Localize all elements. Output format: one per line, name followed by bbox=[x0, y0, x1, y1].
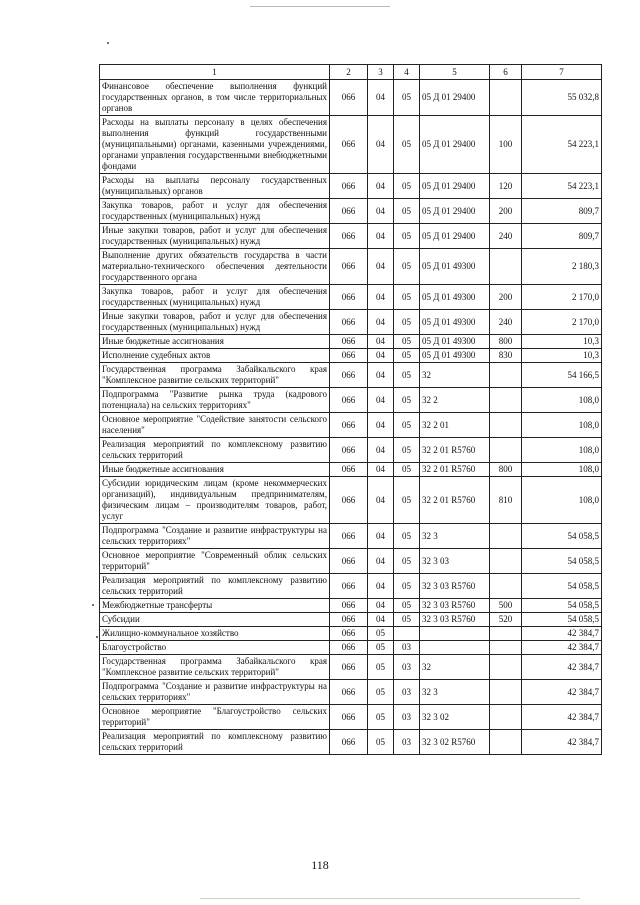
amount-cell: 54 058,5 bbox=[522, 574, 602, 599]
scan-artifact-dot bbox=[107, 42, 109, 44]
target-item-cell: 05 Д 01 49300 bbox=[420, 335, 490, 349]
subsection-cell: 05 bbox=[394, 174, 420, 199]
row-name-cell: Основное мероприятие "Содействие занятости сельского населения" bbox=[100, 413, 330, 438]
amount-cell: 2 170,0 bbox=[522, 310, 602, 335]
admin-code-cell: 066 bbox=[330, 641, 368, 655]
table-row bbox=[100, 249, 602, 285]
amount-cell: 10,3 bbox=[522, 349, 602, 363]
amount-cell: 54 166,5 bbox=[522, 363, 602, 388]
expense-type-cell: 240 bbox=[490, 224, 522, 249]
amount-cell: 108,0 bbox=[522, 463, 602, 477]
amount-cell: 42 384,7 bbox=[522, 655, 602, 680]
section-cell: 05 bbox=[368, 627, 394, 641]
subsection-cell: 05 bbox=[394, 199, 420, 224]
table-row bbox=[100, 705, 602, 730]
expense-type-cell: 240 bbox=[490, 310, 522, 335]
amount-cell: 809,7 bbox=[522, 199, 602, 224]
table-row bbox=[100, 655, 602, 680]
table-row bbox=[100, 613, 602, 627]
section-cell: 04 bbox=[368, 477, 394, 524]
admin-code-cell: 066 bbox=[330, 335, 368, 349]
column-header: 6 bbox=[490, 65, 522, 80]
column-header: 5 bbox=[420, 65, 490, 80]
row-name-cell: Исполнение судебных актов bbox=[100, 349, 330, 363]
target-item-cell bbox=[420, 641, 490, 655]
table-row bbox=[100, 730, 602, 755]
amount-cell: 108,0 bbox=[522, 413, 602, 438]
table-row bbox=[100, 463, 602, 477]
expense-type-cell: 810 bbox=[490, 477, 522, 524]
row-name-cell: Благоустройство bbox=[100, 641, 330, 655]
subsection-cell: 05 bbox=[394, 549, 420, 574]
section-cell: 04 bbox=[368, 463, 394, 477]
row-name-cell: Субсидии bbox=[100, 613, 330, 627]
row-name-cell: Жилищно-коммунальное хозяйство bbox=[100, 627, 330, 641]
expense-type-cell bbox=[490, 388, 522, 413]
expense-type-cell bbox=[490, 80, 522, 116]
scan-artifact-dot bbox=[96, 636, 98, 638]
table-row bbox=[100, 174, 602, 199]
subsection-cell: 05 bbox=[394, 413, 420, 438]
subsection-cell: 05 bbox=[394, 349, 420, 363]
section-cell: 04 bbox=[368, 613, 394, 627]
admin-code-cell: 066 bbox=[330, 705, 368, 730]
target-item-cell: 05 Д 01 29400 bbox=[420, 174, 490, 199]
row-name-cell: Реализация мероприятий по комплексному развитию сельских территорий bbox=[100, 730, 330, 755]
section-cell: 04 bbox=[368, 599, 394, 613]
row-name-cell: Расходы на выплаты персоналу в целях обеспечения выполнения функций государственными (муниципальными) органами, казенными учреждениями, органами управления государственными внебюджетными фондами bbox=[100, 116, 330, 174]
expense-type-cell bbox=[490, 438, 522, 463]
subsection-cell: 05 bbox=[394, 599, 420, 613]
admin-code-cell: 066 bbox=[330, 349, 368, 363]
subsection-cell: 05 bbox=[394, 80, 420, 116]
table-row bbox=[100, 549, 602, 574]
admin-code-cell: 066 bbox=[330, 549, 368, 574]
expense-type-cell bbox=[490, 574, 522, 599]
scan-artifact-top bbox=[250, 6, 390, 7]
subsection-cell bbox=[394, 627, 420, 641]
row-name-cell: Основное мероприятие "Современный облик сельских территорий" bbox=[100, 549, 330, 574]
section-cell: 05 bbox=[368, 705, 394, 730]
expense-type-cell bbox=[490, 524, 522, 549]
expense-type-cell bbox=[490, 655, 522, 680]
row-name-cell: Субсидии юридическим лицам (кроме некоммерческих организаций), индивидуальным предпринимателям, физическим лицам – производителям товаров, работ, услуг bbox=[100, 477, 330, 524]
expense-type-cell: 800 bbox=[490, 463, 522, 477]
expense-type-cell: 200 bbox=[490, 199, 522, 224]
expense-type-cell bbox=[490, 641, 522, 655]
target-item-cell: 32 2 01 R5760 bbox=[420, 477, 490, 524]
table-row bbox=[100, 641, 602, 655]
admin-code-cell: 066 bbox=[330, 463, 368, 477]
target-item-cell: 05 Д 01 49300 bbox=[420, 249, 490, 285]
admin-code-cell: 066 bbox=[330, 80, 368, 116]
target-item-cell: 05 Д 01 49300 bbox=[420, 349, 490, 363]
admin-code-cell: 066 bbox=[330, 730, 368, 755]
subsection-cell: 05 bbox=[394, 388, 420, 413]
section-cell: 04 bbox=[368, 335, 394, 349]
subsection-cell: 03 bbox=[394, 655, 420, 680]
expense-type-cell: 830 bbox=[490, 349, 522, 363]
amount-cell: 108,0 bbox=[522, 388, 602, 413]
row-name-cell: Иные закупки товаров, работ и услуг для обеспечения государственных (муниципальных) нужд bbox=[100, 224, 330, 249]
row-name-cell: Закупка товаров, работ и услуг для обеспечения государственных (муниципальных) нужд bbox=[100, 199, 330, 224]
table-row bbox=[100, 477, 602, 524]
target-item-cell: 05 Д 01 29400 bbox=[420, 116, 490, 174]
section-cell: 04 bbox=[368, 116, 394, 174]
amount-cell: 42 384,7 bbox=[522, 641, 602, 655]
section-cell: 04 bbox=[368, 438, 394, 463]
admin-code-cell: 066 bbox=[330, 477, 368, 524]
table-row bbox=[100, 335, 602, 349]
target-item-cell: 05 Д 01 29400 bbox=[420, 224, 490, 249]
target-item-cell: 32 2 01 bbox=[420, 413, 490, 438]
subsection-cell: 05 bbox=[394, 335, 420, 349]
section-cell: 04 bbox=[368, 363, 394, 388]
subsection-cell: 05 bbox=[394, 116, 420, 174]
subsection-cell: 03 bbox=[394, 705, 420, 730]
section-cell: 05 bbox=[368, 641, 394, 655]
section-cell: 04 bbox=[368, 249, 394, 285]
subsection-cell: 05 bbox=[394, 363, 420, 388]
admin-code-cell: 066 bbox=[330, 613, 368, 627]
table-row bbox=[100, 80, 602, 116]
amount-cell: 42 384,7 bbox=[522, 705, 602, 730]
table-row bbox=[100, 388, 602, 413]
table-row bbox=[100, 310, 602, 335]
admin-code-cell: 066 bbox=[330, 285, 368, 310]
row-name-cell: Реализация мероприятий по комплексному развитию сельских территорий bbox=[100, 438, 330, 463]
row-name-cell: Подпрограмма "Создание и развитие инфраструктуры на сельских территориях" bbox=[100, 680, 330, 705]
target-item-cell: 32 3 bbox=[420, 524, 490, 549]
expense-type-cell bbox=[490, 249, 522, 285]
amount-cell: 2 180,3 bbox=[522, 249, 602, 285]
target-item-cell: 32 2 01 R5760 bbox=[420, 438, 490, 463]
admin-code-cell: 066 bbox=[330, 413, 368, 438]
row-name-cell: Расходы на выплаты персоналу государственных (муниципальных) органов bbox=[100, 174, 330, 199]
amount-cell: 54 058,5 bbox=[522, 599, 602, 613]
section-cell: 04 bbox=[368, 224, 394, 249]
section-cell: 05 bbox=[368, 680, 394, 705]
subsection-cell: 05 bbox=[394, 224, 420, 249]
column-header: 4 bbox=[394, 65, 420, 80]
target-item-cell: 32 2 01 R5760 bbox=[420, 463, 490, 477]
table-row bbox=[100, 349, 602, 363]
amount-cell: 42 384,7 bbox=[522, 627, 602, 641]
subsection-cell: 05 bbox=[394, 524, 420, 549]
table-row bbox=[100, 680, 602, 705]
expense-type-cell: 100 bbox=[490, 116, 522, 174]
table-row bbox=[100, 285, 602, 310]
admin-code-cell: 066 bbox=[330, 174, 368, 199]
table-row bbox=[100, 599, 602, 613]
subsection-cell: 03 bbox=[394, 641, 420, 655]
table-row bbox=[100, 413, 602, 438]
admin-code-cell: 066 bbox=[330, 310, 368, 335]
admin-code-cell: 066 bbox=[330, 574, 368, 599]
amount-cell: 54 223,1 bbox=[522, 116, 602, 174]
admin-code-cell: 066 bbox=[330, 116, 368, 174]
table-body bbox=[100, 80, 602, 755]
section-cell: 04 bbox=[368, 310, 394, 335]
section-cell: 04 bbox=[368, 413, 394, 438]
table-row bbox=[100, 116, 602, 174]
amount-cell: 10,3 bbox=[522, 335, 602, 349]
table-row bbox=[100, 574, 602, 599]
amount-cell: 54 223,1 bbox=[522, 174, 602, 199]
admin-code-cell: 066 bbox=[330, 249, 368, 285]
subsection-cell: 05 bbox=[394, 310, 420, 335]
table-header-row bbox=[100, 65, 602, 80]
amount-cell: 108,0 bbox=[522, 438, 602, 463]
subsection-cell: 05 bbox=[394, 574, 420, 599]
section-cell: 04 bbox=[368, 174, 394, 199]
row-name-cell: Основное мероприятие "Благоустройство сельских территорий" bbox=[100, 705, 330, 730]
section-cell: 04 bbox=[368, 549, 394, 574]
admin-code-cell: 066 bbox=[330, 524, 368, 549]
section-cell: 04 bbox=[368, 285, 394, 310]
budget-table bbox=[99, 64, 602, 755]
target-item-cell: 32 3 02 bbox=[420, 705, 490, 730]
target-item-cell: 05 Д 01 29400 bbox=[420, 80, 490, 116]
target-item-cell: 32 bbox=[420, 363, 490, 388]
amount-cell: 54 058,5 bbox=[522, 549, 602, 574]
row-name-cell: Государственная программа Забайкальского края "Комплексное развитие сельских территорий" bbox=[100, 363, 330, 388]
target-item-cell: 05 Д 01 29400 bbox=[420, 199, 490, 224]
subsection-cell: 05 bbox=[394, 285, 420, 310]
admin-code-cell: 066 bbox=[330, 680, 368, 705]
amount-cell: 809,7 bbox=[522, 224, 602, 249]
admin-code-cell: 066 bbox=[330, 627, 368, 641]
admin-code-cell: 066 bbox=[330, 655, 368, 680]
admin-code-cell: 066 bbox=[330, 199, 368, 224]
expense-type-cell: 520 bbox=[490, 613, 522, 627]
expense-type-cell bbox=[490, 680, 522, 705]
amount-cell: 54 058,5 bbox=[522, 524, 602, 549]
section-cell: 04 bbox=[368, 574, 394, 599]
scan-artifact-bottom bbox=[200, 898, 580, 899]
row-name-cell: Межбюджетные трансферты bbox=[100, 599, 330, 613]
row-name-cell: Государственная программа Забайкальского края "Комплексное развитие сельских территорий" bbox=[100, 655, 330, 680]
admin-code-cell: 066 bbox=[330, 388, 368, 413]
table-row bbox=[100, 627, 602, 641]
expense-type-cell bbox=[490, 549, 522, 574]
target-item-cell: 32 3 03 R5760 bbox=[420, 613, 490, 627]
column-header: 7 bbox=[522, 65, 602, 80]
target-item-cell: 05 Д 01 49300 bbox=[420, 285, 490, 310]
row-name-cell: Подпрограмма "Создание и развитие инфраструктуры на сельских территориях" bbox=[100, 524, 330, 549]
amount-cell: 42 384,7 bbox=[522, 730, 602, 755]
row-name-cell: Закупка товаров, работ и услуг для обеспечения государственных (муниципальных) нужд bbox=[100, 285, 330, 310]
target-item-cell: 32 3 03 bbox=[420, 549, 490, 574]
row-name-cell: Подпрограмма "Развитие рынка труда (кадрового потенциала) на сельских территориях" bbox=[100, 388, 330, 413]
section-cell: 04 bbox=[368, 388, 394, 413]
subsection-cell: 05 bbox=[394, 438, 420, 463]
amount-cell: 55 032,8 bbox=[522, 80, 602, 116]
expense-type-cell: 120 bbox=[490, 174, 522, 199]
table-row bbox=[100, 199, 602, 224]
expense-type-cell bbox=[490, 413, 522, 438]
expense-type-cell bbox=[490, 730, 522, 755]
row-name-cell: Иные закупки товаров, работ и услуг для обеспечения государственных (муниципальных) нужд bbox=[100, 310, 330, 335]
section-cell: 05 bbox=[368, 655, 394, 680]
subsection-cell: 05 bbox=[394, 249, 420, 285]
amount-cell: 54 058,5 bbox=[522, 613, 602, 627]
target-item-cell: 05 Д 01 49300 bbox=[420, 310, 490, 335]
section-cell: 04 bbox=[368, 199, 394, 224]
target-item-cell: 32 3 bbox=[420, 680, 490, 705]
expense-type-cell bbox=[490, 627, 522, 641]
row-name-cell: Реализация мероприятий по комплексному развитию сельских территорий bbox=[100, 574, 330, 599]
table-row bbox=[100, 363, 602, 388]
section-cell: 04 bbox=[368, 349, 394, 363]
subsection-cell: 05 bbox=[394, 613, 420, 627]
amount-cell: 42 384,7 bbox=[522, 680, 602, 705]
amount-cell: 2 170,0 bbox=[522, 285, 602, 310]
expense-type-cell: 500 bbox=[490, 599, 522, 613]
amount-cell: 108,0 bbox=[522, 477, 602, 524]
target-item-cell: 32 3 03 R5760 bbox=[420, 574, 490, 599]
table-row bbox=[100, 224, 602, 249]
admin-code-cell: 066 bbox=[330, 599, 368, 613]
target-item-cell bbox=[420, 627, 490, 641]
section-cell: 05 bbox=[368, 730, 394, 755]
subsection-cell: 03 bbox=[394, 680, 420, 705]
section-cell: 04 bbox=[368, 524, 394, 549]
row-name-cell: Выполнение других обязательств государства в части материально-технического обеспечения деятельности государственного органа bbox=[100, 249, 330, 285]
subsection-cell: 03 bbox=[394, 730, 420, 755]
subsection-cell: 05 bbox=[394, 477, 420, 524]
target-item-cell: 32 bbox=[420, 655, 490, 680]
row-name-cell: Финансовое обеспечение выполнения функций государственных органов, в том числе территориальных органов bbox=[100, 80, 330, 116]
expense-type-cell bbox=[490, 363, 522, 388]
expense-type-cell: 800 bbox=[490, 335, 522, 349]
column-header: 3 bbox=[368, 65, 394, 80]
expense-type-cell bbox=[490, 705, 522, 730]
target-item-cell: 32 2 bbox=[420, 388, 490, 413]
expense-type-cell: 200 bbox=[490, 285, 522, 310]
admin-code-cell: 066 bbox=[330, 438, 368, 463]
table-row bbox=[100, 438, 602, 463]
admin-code-cell: 066 bbox=[330, 363, 368, 388]
target-item-cell: 32 3 02 R5760 bbox=[420, 730, 490, 755]
target-item-cell: 32 3 03 R5760 bbox=[420, 599, 490, 613]
column-header: 2 bbox=[330, 65, 368, 80]
subsection-cell: 05 bbox=[394, 463, 420, 477]
section-cell: 04 bbox=[368, 80, 394, 116]
page-number: 118 bbox=[311, 858, 329, 872]
row-name-cell: Иные бюджетные ассигнования bbox=[100, 463, 330, 477]
scan-artifact-dot bbox=[92, 604, 94, 606]
admin-code-cell: 066 bbox=[330, 224, 368, 249]
table-row bbox=[100, 524, 602, 549]
row-name-cell: Иные бюджетные ассигнования bbox=[100, 335, 330, 349]
column-header: 1 bbox=[100, 65, 330, 80]
